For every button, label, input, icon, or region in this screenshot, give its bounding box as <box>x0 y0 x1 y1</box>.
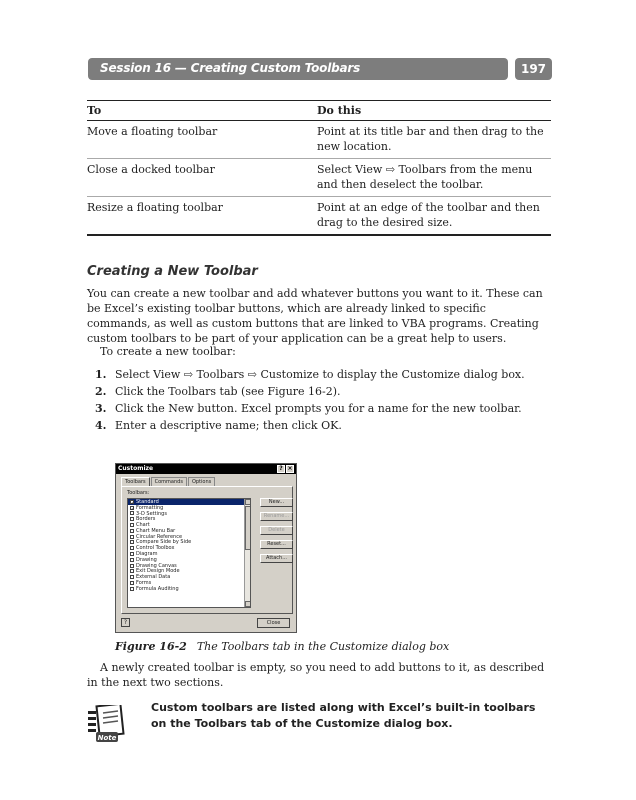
scroll-thumb[interactable] <box>245 506 251 550</box>
intro-paragraph: You can create a new toolbar and add whatever buttons you want to it. These can be Excel’s existing toolbar buttons, which are already linked to specific commands, as well as custom buttons that are linked to VBA programs. Creating custom toolbars to be part of your application can be a great help to users. <box>87 287 543 345</box>
checkbox[interactable] <box>130 581 134 585</box>
attach-button[interactable]: Attach... <box>260 554 293 563</box>
step-number: 4. <box>95 419 107 432</box>
dialog-title-bar <box>116 464 296 474</box>
list-item-label: Exit Design Mode <box>136 568 180 575</box>
dialog-title: Customize <box>118 465 154 472</box>
after-paragraph: A newly created toolbar is empty, so you need to add buttons to it, as described in the next two sections. <box>87 661 545 689</box>
step-number: 2. <box>95 385 107 398</box>
table-row <box>87 196 551 234</box>
list-item-label: Formula Auditing <box>136 585 179 592</box>
step-number: 1. <box>95 368 107 381</box>
list-item-label: Drawing Canvas <box>136 562 177 569</box>
table-row <box>87 158 551 196</box>
step-text: Click the Toolbars tab (see Figure 16-2). <box>115 385 341 398</box>
table-cell: Point at an edge of the toolbar and then drag to the desired size. <box>317 201 540 229</box>
list-item-label: 3-D Settings <box>136 510 167 517</box>
list-item-label: Standard <box>136 498 159 505</box>
figure-label: Figure 16-2 <box>115 640 187 653</box>
list-item <box>87 383 551 400</box>
list-item <box>87 417 551 434</box>
instructions-table <box>87 100 551 236</box>
list-item-label: Drawing <box>136 556 157 563</box>
table-cell: Move a floating toolbar <box>87 125 218 138</box>
list-item-label: Compare Side by Side <box>136 539 192 546</box>
table-cell: Point at its title bar and then drag to the new location. <box>317 125 544 153</box>
help-title-icon[interactable]: ? <box>277 465 285 473</box>
toolbars-list[interactable] <box>127 498 251 608</box>
scroll-down-icon[interactable] <box>245 601 251 607</box>
running-header <box>88 58 508 80</box>
reset-button[interactable]: Reset... <box>260 540 293 549</box>
checkbox[interactable] <box>130 511 134 515</box>
help-button[interactable]: ? <box>121 618 130 627</box>
toolbars-label: Toolbars: <box>127 490 150 496</box>
rename-button[interactable]: Rename... <box>260 512 293 521</box>
checkbox[interactable] <box>130 546 134 550</box>
new-button[interactable]: New... <box>260 498 293 507</box>
table-header-cell: To <box>87 104 102 117</box>
list-item-label: Forms <box>136 580 152 587</box>
tab-toolbars[interactable]: Toolbars <box>121 477 150 486</box>
list-item-label: External Data <box>136 574 171 581</box>
checkbox[interactable] <box>130 552 134 556</box>
checkbox[interactable] <box>130 564 134 568</box>
table-cell: Resize a floating toolbar <box>87 201 223 214</box>
close-button[interactable]: Close <box>257 618 290 628</box>
note-icon <box>88 705 132 743</box>
checkbox[interactable] <box>130 535 134 539</box>
step-text: Select View ⇨ Toolbars ⇨ Customize to display the Customize dialog box. <box>115 368 525 381</box>
list-item <box>87 400 551 417</box>
steps-list <box>87 366 551 434</box>
checkbox[interactable] <box>130 575 134 579</box>
list-item-label: Borders <box>136 516 156 523</box>
table-header-row <box>87 101 551 121</box>
table-header-cell: Do this <box>317 104 362 117</box>
list-item-label: Diagram <box>136 551 158 558</box>
list-item-label: Control Toolbox <box>136 545 175 552</box>
table-row <box>87 121 551 158</box>
scrollbar[interactable] <box>244 499 250 607</box>
checkbox[interactable] <box>130 558 134 562</box>
note-icon-label: Note <box>97 734 117 742</box>
tab-options[interactable]: Options <box>188 477 215 486</box>
note-text: Custom toolbars are listed along with Excel’s built-in toolbars on the Toolbars tab of the Customize dialog box. <box>151 701 536 730</box>
tab-panel <box>121 486 293 614</box>
checkbox[interactable] <box>130 517 134 521</box>
checkbox[interactable] <box>130 523 134 527</box>
dialog-tabs <box>121 477 216 486</box>
list-item-label: Circular Reference <box>136 533 183 540</box>
steps-lead: To create a new toolbar: <box>100 345 236 358</box>
figure-caption <box>115 640 449 653</box>
step-text: Enter a descriptive name; then click OK. <box>115 419 342 432</box>
section-heading: Creating a New Toolbar <box>87 264 258 279</box>
step-number: 3. <box>95 402 107 415</box>
checkbox[interactable] <box>130 587 134 591</box>
list-item <box>87 366 551 383</box>
delete-button[interactable]: Delete <box>260 526 293 535</box>
checkbox[interactable]: ✓ <box>131 505 135 511</box>
checkbox[interactable] <box>130 569 134 573</box>
list-item-label: Chart Menu Bar <box>136 527 176 534</box>
running-header-title: Session 16 — Creating Custom Toolbars <box>100 61 361 75</box>
page-number: 197 <box>515 58 552 80</box>
customize-dialog <box>115 463 297 633</box>
checkbox[interactable] <box>130 540 134 544</box>
checkbox[interactable]: ✓ <box>131 499 135 505</box>
figure-caption-text: The Toolbars tab in the Customize dialog box <box>196 640 450 653</box>
list-item-label: Chart <box>136 522 150 529</box>
scroll-up-icon[interactable] <box>245 499 251 505</box>
step-text: Click the New button. Excel prompts you for a name for the new toolbar. <box>115 402 522 415</box>
table-cell: Close a docked toolbar <box>87 163 215 176</box>
tab-commands[interactable]: Commands <box>151 477 187 486</box>
checkbox[interactable] <box>130 529 134 533</box>
list-item-label: Formatting <box>136 504 164 511</box>
close-icon[interactable]: × <box>287 465 293 472</box>
list-item[interactable] <box>128 586 250 592</box>
table-cell: Select View ⇨ Toolbars from the menu and then deselect the toolbar. <box>317 163 533 191</box>
